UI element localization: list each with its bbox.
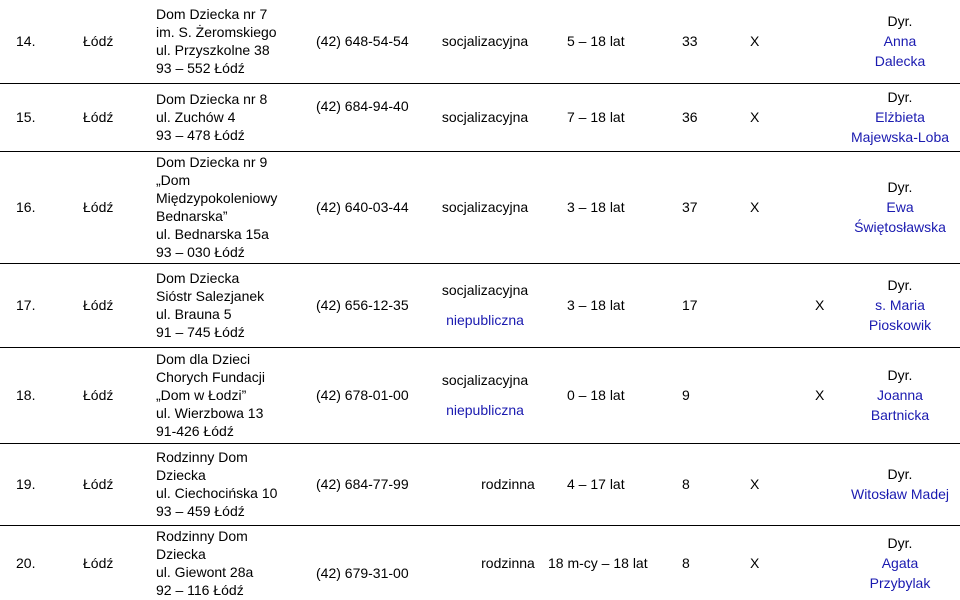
mark-x: X	[750, 33, 760, 49]
director-line: Dyr.	[887, 277, 913, 293]
institution-type: socjalizacyjna	[441, 282, 529, 298]
places-count: 9	[682, 387, 690, 403]
age-range-cell	[548, 526, 658, 600]
institution-type: socjalizacyjna	[441, 33, 529, 49]
city-name: Łódź	[83, 476, 114, 492]
phone-cell	[316, 444, 436, 524]
table-row	[0, 84, 960, 150]
row-number: 16.	[16, 199, 36, 215]
row-number-cell	[16, 152, 56, 262]
city-name: Łódź	[83, 555, 114, 571]
institution-name-line: „Dom w Łodzi”	[156, 387, 247, 403]
places-cell	[682, 152, 712, 262]
row-number-cell	[16, 264, 56, 346]
director-line: Majewska-Loba	[850, 129, 950, 145]
mark-x: X	[815, 387, 825, 403]
institution-name-line: 92 – 116 Łódź	[156, 582, 244, 598]
institution-name-cell	[156, 84, 306, 150]
table-row	[0, 0, 960, 82]
age-range-cell	[567, 348, 677, 442]
institution-name-line: ul. Wierzbowa 13	[156, 405, 264, 421]
places-cell	[682, 444, 712, 524]
row-number-cell	[16, 0, 56, 82]
row-number: 19.	[16, 476, 36, 492]
mark-x: X	[750, 476, 760, 492]
institution-name-line: im. S. Żeromskiego	[156, 24, 277, 40]
phone-cell	[316, 348, 436, 442]
mark-x: X	[750, 555, 760, 571]
institution-name-cell	[156, 264, 306, 346]
table-row	[0, 526, 960, 600]
phone-number: (42) 656-12-35	[316, 297, 409, 313]
institution-name-line: Chorych Fundacji	[156, 369, 265, 385]
institution-type: socjalizacyjna	[441, 109, 529, 125]
city-cell	[83, 526, 143, 600]
phone-number: (42) 679-31-00	[316, 565, 409, 581]
director-cell	[840, 348, 960, 442]
places-count: 8	[682, 555, 690, 571]
institution-name-cell	[156, 0, 306, 82]
city-name: Łódź	[83, 33, 114, 49]
institution-type-cell	[437, 84, 533, 150]
row-number-cell	[16, 444, 56, 524]
places-count: 33	[682, 33, 698, 49]
institution-name-line: 93 – 030 Łódź	[156, 244, 245, 260]
places-cell	[682, 84, 712, 150]
institution-name-line: 93 – 478 Łódź	[156, 127, 245, 143]
age-range-cell	[567, 152, 677, 262]
city-cell	[83, 444, 143, 524]
director-line: Agata	[881, 555, 919, 571]
institution-name-line: Rodzinny Dom	[156, 449, 248, 465]
institution-name-line: Dom dla Dzieci	[156, 351, 251, 367]
institution-name-line: ul. Zuchów 4	[156, 109, 236, 125]
institution-type: socjalizacyjna	[441, 199, 529, 215]
age-range-cell	[567, 0, 677, 82]
director-line: Dyr.	[887, 367, 913, 383]
director-line: Dyr.	[887, 13, 913, 29]
director-line: Dalecka	[874, 53, 926, 69]
institution-name-line: Dom Dziecka	[156, 270, 240, 286]
institution-name-line: ul. Bednarska 15a	[156, 226, 269, 242]
institution-type-cell	[437, 264, 533, 346]
institution-name-line: Dom Dziecka nr 9	[156, 154, 268, 170]
row-number: 14.	[16, 33, 36, 49]
institution-type-cell	[460, 526, 556, 600]
phone-number: (42) 684-77-99	[316, 476, 409, 492]
city-name: Łódź	[83, 109, 114, 125]
places-cell	[682, 0, 712, 82]
places-cell	[682, 264, 712, 346]
institution-name-line: Dziecka	[156, 467, 206, 483]
mark-x: X	[815, 297, 825, 313]
director-cell	[840, 0, 960, 82]
director-line: Dyr.	[887, 179, 913, 195]
institution-name-cell	[156, 348, 306, 442]
institution-name-cell	[156, 444, 306, 524]
city-cell	[83, 84, 143, 150]
row-number: 15.	[16, 109, 36, 125]
institution-type: socjalizacyjna	[441, 372, 529, 388]
age-range-cell	[567, 264, 677, 346]
city-cell	[83, 348, 143, 442]
director-cell	[840, 152, 960, 262]
institution-name-line: 93 – 552 Łódź	[156, 60, 245, 76]
institution-name-line: Rodzinny Dom	[156, 528, 248, 544]
city-cell	[83, 0, 143, 82]
phone-number: (42) 640-03-44	[316, 199, 409, 215]
institution-type-cell	[460, 444, 556, 524]
director-line: Elżbieta	[875, 109, 925, 125]
institution-name-line: 93 – 459 Łódź	[156, 503, 245, 519]
director-cell	[840, 264, 960, 346]
institution-name-line: 91 – 745 Łódź	[156, 324, 245, 340]
age-range-cell	[567, 444, 677, 524]
mark-x: X	[750, 109, 760, 125]
institution-type: rodzinna	[481, 555, 535, 571]
director-cell	[840, 444, 960, 524]
institution-name-line: Sióstr Salezjanek	[156, 288, 265, 304]
places-count: 17	[682, 297, 698, 313]
table-row	[0, 348, 960, 442]
age-range: 4 – 17 lat	[567, 476, 625, 492]
phone-cell	[316, 152, 436, 262]
table-row	[0, 152, 960, 262]
institution-name-line: Dziecka	[156, 546, 206, 562]
row-number-cell	[16, 84, 56, 150]
institution-ownership: niepubliczna	[446, 312, 524, 328]
institution-name-line: 91-426 Łódź	[156, 423, 234, 439]
mark-x: X	[750, 199, 760, 215]
phone-cell	[316, 84, 436, 150]
institution-type-cell	[437, 152, 533, 262]
institution-ownership: niepubliczna	[446, 402, 524, 418]
director-line: Anna	[883, 33, 917, 49]
mark-cell	[750, 0, 770, 82]
row-number-cell	[16, 526, 56, 600]
institution-name-line: ul. Ciechocińska 10	[156, 485, 278, 501]
age-range: 3 – 18 lat	[567, 199, 625, 215]
phone-number: (42) 648-54-54	[316, 33, 409, 49]
places-count: 36	[682, 109, 698, 125]
mark-cell	[750, 526, 770, 600]
director-line: Dyr.	[887, 466, 913, 482]
row-number-cell	[16, 348, 56, 442]
phone-cell	[316, 526, 436, 600]
places-count: 8	[682, 476, 690, 492]
city-name: Łódź	[83, 297, 114, 313]
institution-type-cell	[437, 0, 533, 82]
age-range: 7 – 18 lat	[567, 109, 625, 125]
row-number: 17.	[16, 297, 36, 313]
institution-name-line: Międzypokoleniowy	[156, 190, 278, 206]
institution-name-line: ul. Giewont 28a	[156, 564, 254, 580]
places-cell	[682, 526, 712, 600]
city-cell	[83, 264, 143, 346]
city-name: Łódź	[83, 387, 114, 403]
director-cell	[840, 84, 960, 150]
phone-cell	[316, 264, 436, 346]
table-row	[0, 444, 960, 524]
phone-number: (42) 678-01-00	[316, 387, 409, 403]
institution-type: rodzinna	[481, 476, 535, 492]
institution-name-line: Dom Dziecka nr 7	[156, 6, 268, 22]
institution-name-line: Bednarska”	[156, 208, 228, 224]
director-cell	[840, 526, 960, 600]
mark-cell	[815, 348, 835, 442]
table-row	[0, 264, 960, 346]
age-range: 0 – 18 lat	[567, 387, 625, 403]
director-line: Dyr.	[887, 89, 913, 105]
row-number: 18.	[16, 387, 36, 403]
director-line: Witosław Madej	[850, 486, 950, 502]
director-line: Pioskowik	[868, 317, 932, 333]
row-number: 20.	[16, 555, 36, 571]
director-line: s. Maria	[875, 297, 925, 313]
institution-name-cell	[156, 526, 306, 600]
phone-number: (42) 684-94-40	[316, 98, 409, 114]
institution-name-line: ul. Przyszkolne 38	[156, 42, 270, 58]
institution-type-cell	[437, 348, 533, 442]
director-line: Świętosławska	[854, 219, 946, 235]
director-line: Joanna	[877, 387, 923, 403]
age-range: 18 m-cy – 18 lat	[548, 555, 648, 571]
places-count: 37	[682, 199, 698, 215]
institution-name-cell	[156, 152, 306, 262]
places-cell	[682, 348, 712, 442]
director-line: Przybylak	[869, 575, 931, 591]
mark-cell	[750, 152, 770, 262]
age-range: 3 – 18 lat	[567, 297, 625, 313]
mark-cell	[750, 444, 770, 524]
institution-name-line: Dom Dziecka nr 8	[156, 91, 268, 107]
director-line: Dyr.	[887, 535, 913, 551]
mark-cell	[815, 264, 835, 346]
director-line: Bartnicka	[870, 407, 930, 423]
city-name: Łódź	[83, 199, 114, 215]
phone-cell	[316, 0, 436, 82]
institution-name-line: „Dom	[156, 172, 191, 188]
age-range-cell	[567, 84, 677, 150]
director-line: Ewa	[886, 199, 914, 215]
city-cell	[83, 152, 143, 262]
institution-name-line: ul. Brauna 5	[156, 306, 232, 322]
age-range: 5 – 18 lat	[567, 33, 625, 49]
mark-cell	[750, 84, 770, 150]
